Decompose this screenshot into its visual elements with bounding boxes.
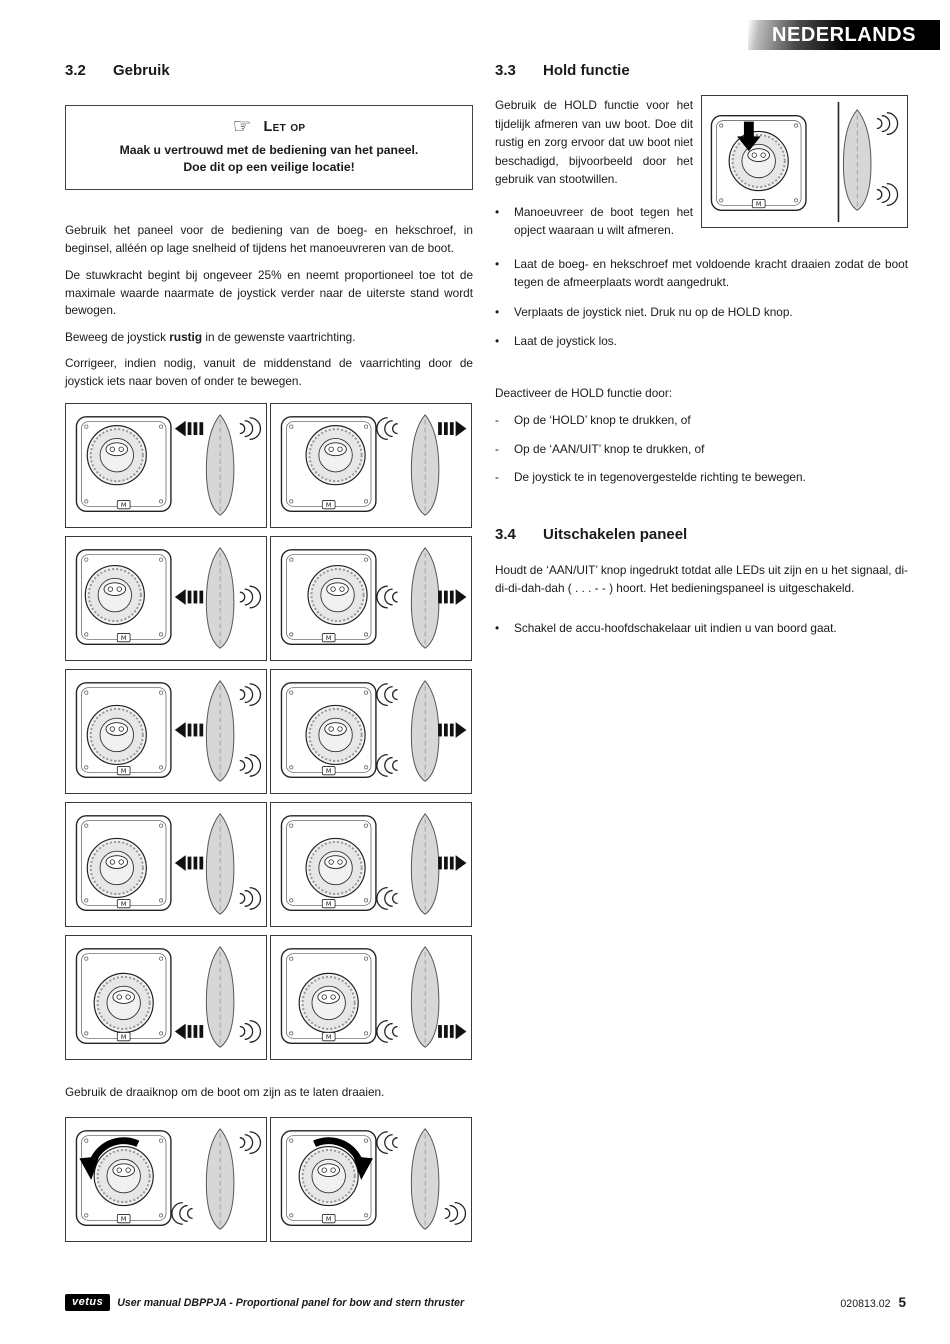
dash-icon: - [495,441,499,456]
deactivate-item-1 [495,411,908,430]
footer-right [840,1295,906,1310]
paragraph-usage: Gebruik het paneel voor de bediening van de boeg- en hekschroef, in beginsel, alléén op lage snelheid of tijdens het manoeuvreren van de boot. [65,223,473,255]
figure-side-left-2 [65,802,267,927]
power-off-paragraph: Houdt de ‘AAN/UIT’ knop ingedrukt totdat alle LEDs uit zijn en u het signaal, di-di-di-dah-dah ( . . . - - ) hoort. Het bedieningspaneel is uitgeschakeld. [495,562,908,595]
svg-text:M: M [325,1032,332,1041]
power-off-bullet [495,619,908,638]
figure-row-3 [65,669,473,794]
svg-text:M: M [120,500,127,509]
figure-stern-right [270,935,472,1060]
rustig-bold: rustig [169,329,203,344]
rotate-caption: Gebruik de draaiknop om de boot om zijn as te laten draaien. [65,1085,385,1099]
svg-text:M: M [120,1032,127,1041]
section-3-4-number: 3.4 [495,525,516,543]
attention-line-1: Maak u vertrouwd met de bediening van het paneel. [119,143,419,157]
figure-mid-right [270,536,472,661]
section-3-2-heading [65,62,473,80]
power-off-bullet-text: Schakel de accu-hoofdschakelaar uit indien u van boord gaat. [514,620,837,635]
section-3-4-heading [495,526,908,544]
section-3-2-title: Gebruik [113,62,170,79]
figure-rotate-ccw [65,1117,267,1242]
pointing-hand-icon: ☞ [232,115,252,138]
right-column [495,62,908,637]
figure-rotate-cw [270,1117,472,1242]
section-3-4-title: Uitschakelen paneel [543,525,688,543]
deactivate-item-1-text: Op de ‘HOLD’ knop te drukken, of [514,413,691,427]
hold-bullet-3 [495,303,908,322]
svg-text:M: M [120,766,127,775]
rustig-pre: Beweeg de joystick [65,329,170,344]
page-footer [65,1294,906,1311]
rustig-post: in de gewenste vaartrichting. [202,329,356,344]
figure-row-5 [65,935,473,1060]
maneuver-figure-grid [65,403,473,1060]
svg-text:M: M [325,1214,332,1223]
svg-text:M: M [325,633,332,642]
vetus-logo: vetus [65,1294,110,1311]
svg-text:M: M [755,199,762,208]
hold-intro-paragraph: Gebruik de HOLD functie voor het tijdelijk afmeren van uw boot. Doe dit rustig en zorg ervoor dat uw boot niet beschadigd, bijvoorbeeld door het gebruik van stootwillen. [495,98,693,186]
figure-stern-left [65,935,267,1060]
figure-bow-right [270,403,472,528]
page-number: 5 [898,1295,906,1310]
bullet-icon: • [495,256,500,271]
svg-text:M: M [120,899,127,908]
deactivate-item-2 [495,440,908,459]
figure-bow-left [65,403,267,528]
attention-box [65,105,473,190]
hold-bullet-4-text: Laat de joystick los. [514,334,617,348]
footer-left [65,1294,464,1311]
section-3-3-number: 3.3 [495,62,516,79]
figure-side-left [65,669,267,794]
manual-title: User manual DBPPJA - Proportional panel for bow and stern thruster [117,1296,465,1309]
dash-icon: - [495,470,499,484]
bullet-icon: • [495,204,500,219]
figure-row-2 [65,536,473,661]
section-3-2-number: 3.2 [65,62,86,79]
svg-text:M: M [120,633,127,642]
deactivate-item-3 [495,468,908,487]
figure-mid-left [65,536,267,661]
deactivate-title: Deactiveer de HOLD functie door: [495,385,673,400]
deactivate-item-2-text: Op de ‘AAN/UIT’ knop te drukken, of [514,441,705,456]
paragraph-move-joystick [65,329,473,347]
svg-text:M: M [120,1214,127,1223]
rotate-figure-row [65,1117,473,1242]
left-column [65,62,473,1242]
figure-row-4 [65,802,473,927]
bullet-icon: • [495,304,500,319]
hold-bullet-2 [495,255,908,292]
bullet-icon: • [495,620,500,635]
svg-text:M: M [325,766,332,775]
figure-side-right-2 [270,802,472,927]
svg-text:M: M [325,500,332,509]
dash-icon: - [495,413,499,427]
language-banner-label: NEDERLANDS [772,23,916,46]
attention-label: Let op [263,119,306,135]
section-3-3-title: Hold functie [543,62,630,79]
figure-row-1 [65,403,473,528]
hold-bullet-4 [495,332,908,351]
hold-bullet-2-text: Laat de boeg- en hekschroef met voldoende kracht draaien zodat de boot tegen de afmeerplaats wordt aangedrukt. [514,256,908,289]
attention-line-2: Doe dit op een veilige locatie! [183,160,355,174]
document-code: 020813.02 [840,1298,891,1310]
deactivate-item-3-text: De joystick te in tegenovergestelde richting te bewegen. [514,470,806,484]
language-banner [748,20,940,50]
attention-box-header [80,117,458,137]
hold-bullet-3-text: Verplaats de joystick niet. Druk nu op de HOLD knop. [514,304,793,319]
section-3-3-heading [495,62,908,80]
figure-hold-function [701,95,908,228]
svg-text:M: M [325,899,332,908]
bullet-icon: • [495,334,500,348]
figure-side-right [270,669,472,794]
hold-bullet-1-text: Manoeuvreer de boot tegen het opject waaraan u wilt afmeren. [514,204,693,237]
paragraph-thrust: De stuwkracht begint bij ongeveer 25% en neemt proportioneel toe tot de maximale waarde naarmate de joystick verder naar de uiterste stand wordt bewogen. [65,268,473,317]
paragraph-correct: Corrigeer, indien nodig, vanuit de middenstand de vaarrichting door de joystick iets naar boven of onder te bewegen. [65,356,473,388]
